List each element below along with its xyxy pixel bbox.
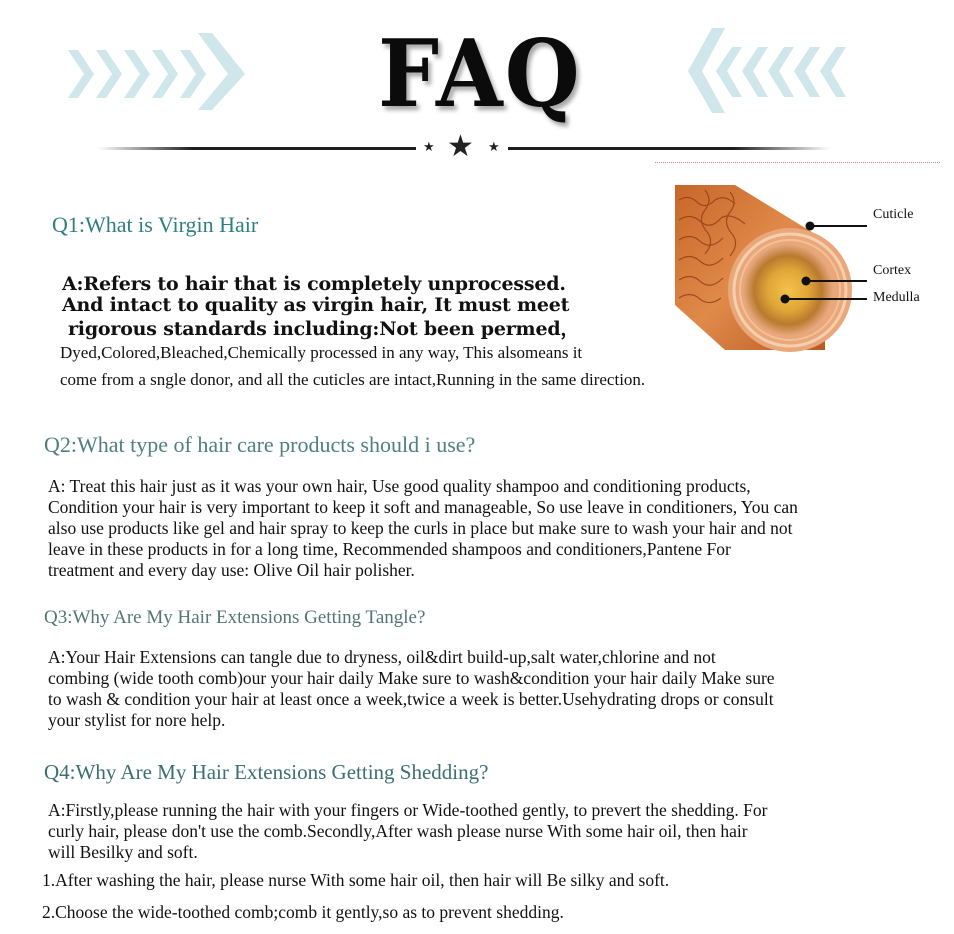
faq-tip-1: 1.After washing the hair, please nurse With some hair oil, then hair will Be silky and soft. xyxy=(42,870,670,890)
hair-structure-diagram xyxy=(675,180,945,355)
chevrons-left-decoration xyxy=(680,25,860,115)
dotted-divider xyxy=(655,162,940,163)
label-cuticle: Cuticle xyxy=(873,207,914,222)
faq-answer-2-line-3: also use products like gel and hair spray to keep the curls in place but make sure to wash your hair and not xyxy=(48,518,793,538)
faq-tip-2: 2.Choose the wide-toothed comb;comb it gently,so as to prevent shedding. xyxy=(42,902,564,922)
faq-answer-3-line-3: to wash & condition your hair at least once a week,twice a week is better.Usehydrating drops or consult xyxy=(48,689,774,709)
faq-answer-3-line-2: combing (wide tooth comb)our your hair daily Make sure to wash&condition your hair daily Make sure xyxy=(48,668,775,688)
faq-answer-2-line-2: Condition your hair is very important to keep it soft and manageable, So use leave in conditioners, You can xyxy=(48,497,798,517)
page-title: FAQ xyxy=(378,19,582,129)
divider-line-left xyxy=(98,147,416,150)
faq-answer-3-line-4: your stylist for nore help. xyxy=(48,710,226,730)
small-star-icon: ★ xyxy=(423,140,435,155)
faq-answer-2-line-4: leave in these products in for a long time, Recommended shampoos and conditioners,Pantene For xyxy=(48,539,731,559)
divider-line-right xyxy=(508,147,830,150)
faq-answer-3-line-1: A:Your Hair Extensions can tangle due to dryness, oil&dirt build-up,salt water,chlorine and not xyxy=(48,647,716,667)
faq-answer-1-line-3: rigorous standards including:Not been permed， xyxy=(68,318,580,340)
small-star-icon: ★ xyxy=(488,140,500,155)
label-cortex: Cortex xyxy=(873,263,912,278)
large-star-icon: ★ xyxy=(447,129,474,164)
faq-answer-1-line-5: come from a sngle donor, and all the cuticles are intact,Running in the same direction. xyxy=(60,370,646,389)
faq-answer-4-line-1: A:Firstly,please running the hair with your fingers or Wide-toothed gently, to prevert the shedding. For xyxy=(48,800,768,820)
label-medulla: Medulla xyxy=(873,290,920,305)
faq-question-3: Q3:Why Are My Hair Extensions Getting Tangle? xyxy=(44,607,426,628)
faq-answer-2-line-5: treatment and every day use: Olive Oil hair polisher. xyxy=(48,560,415,580)
faq-question-2: Q2:What type of hair care products should i use? xyxy=(44,432,476,457)
faq-answer-4-line-3: will Besilky and soft. xyxy=(48,842,198,862)
faq-question-4: Q4:Why Are My Hair Extensions Getting Shedding? xyxy=(44,760,489,784)
chevrons-right-decoration xyxy=(60,30,260,110)
faq-answer-2-line-1: A: Treat this hair just as it was your own hair, Use good quality shampoo and conditioning products, xyxy=(48,476,751,496)
faq-answer-1-line-2: And intact to quality as virgin hair, It must meet xyxy=(62,294,570,316)
faq-question-1: Q1:What is Virgin Hair xyxy=(52,212,259,237)
faq-answer-1-line-1: A:Refers to hair that is completely unprocessed. xyxy=(62,273,566,295)
faq-answer-4-line-2: curly hair, please don't use the comb.Secondly,After wash please nurse With some hair oil, then hair xyxy=(48,821,748,841)
faq-answer-1-line-4: Dyed,Colored,Bleached,Chemically processed in any way, This alsomeans it xyxy=(60,343,583,362)
